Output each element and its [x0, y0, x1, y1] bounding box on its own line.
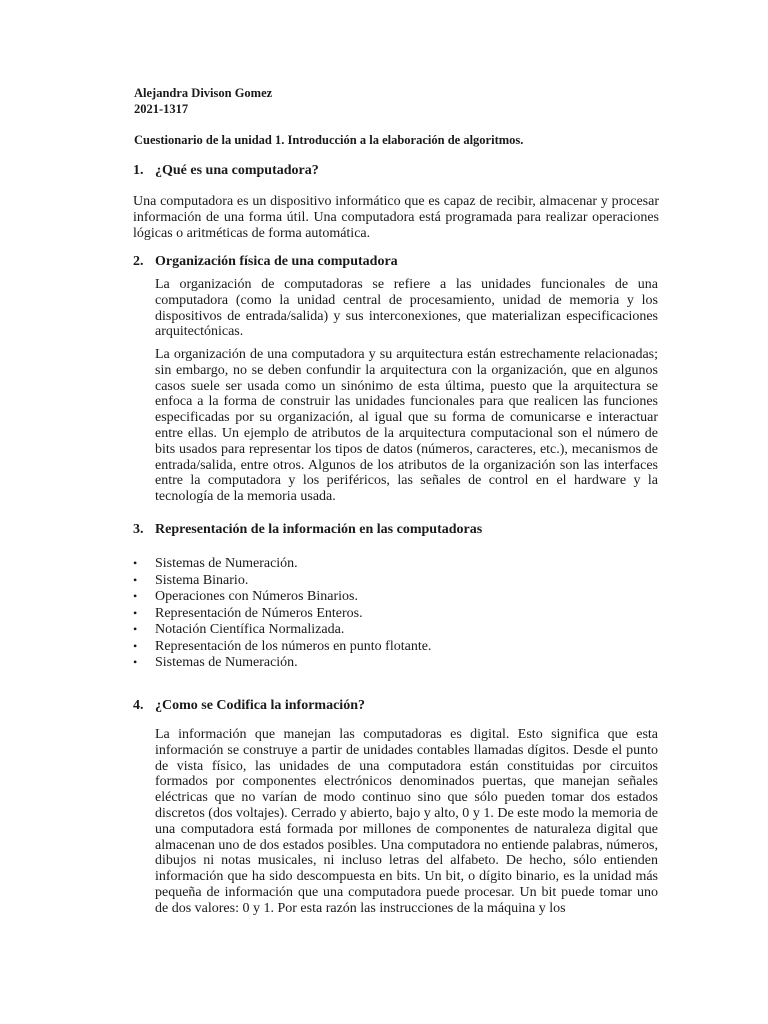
bullet-icon: • [133, 556, 138, 570]
section-title: Organización física de una computadora [155, 254, 398, 269]
section-number: 4. [133, 698, 144, 713]
section-title: ¿Como se Codifica la información? [155, 698, 365, 713]
bullet-icon: • [133, 655, 138, 669]
section-number: 1. [133, 163, 144, 178]
section-4-heading [133, 698, 365, 714]
section-3-heading [133, 522, 482, 538]
bullet-icon: • [133, 638, 138, 653]
section-1-heading [133, 163, 319, 179]
quiz-title: Cuestionario de la unidad 1. Introducción a la elaboración de algoritmos. [134, 133, 524, 147]
list-item: • Representación de Números Enteros. [133, 605, 363, 621]
bullet-icon: • [133, 605, 138, 620]
section-2-heading [133, 254, 398, 270]
bullet-icon: • [133, 622, 138, 636]
list-item: • Sistema Binario. [133, 572, 249, 588]
section-3-bullet-list [133, 555, 431, 671]
bullet-icon: • [133, 572, 138, 587]
list-item: • Operaciones con Números Binarios. [133, 589, 358, 604]
section-title: Representación de la información en las computadoras [155, 522, 483, 537]
author-name: Alejandra Divison Gomez [134, 86, 273, 100]
list-item: • Sistemas de Numeración. [133, 655, 298, 670]
section-number: 3. [133, 522, 144, 537]
section-4-paragraph: La información que manejan las computadoras es digital. Esto significa que esta información se construye a partir de unidades contables llamadas dígitos. Desde el punto de vista físico, las unidades de una computadora están constituidas por circuitos formados por componentes electrónicos denominados puertas, que manejan señales eléctricas que no varían de modo continuo sino que sólo pueden tomar dos estados discretos (dos voltajes). Cerrado y abierto, bajo y alto, 0 y 1. De este modo la memoria de una computadora está formada por millones de componentes de naturaleza digital que almacenan uno de dos estados posibles. Una computadora no entiende palabras, números, dibujos ni notas musicales, ni incluso letras del alfabeto. De hecho, sólo entienden información que ha sido descompuesta en bits. Un bit, o dígito binario, es la unidad más pequeña de información que una computadora puede procesar. Un bit puede tomar uno de dos valores: 0 y 1. Por esta razón las instrucciones de la máquina y los [155, 727, 658, 916]
section-title: ¿Qué es una computadora? [155, 163, 319, 178]
section-2-paragraph-1: La organización de computadoras se refiere a las unidades funcionales de una computadora (como la unidad central de procesamiento, unidad de memoria y los dispositivos de entrada/salida) y sus interconexiones, que materializan especificaciones arquitectónicas. [155, 277, 658, 340]
student-id: 2021-1317 [134, 102, 189, 116]
list-item: • Notación Científica Normalizada. [133, 622, 345, 637]
bullet-icon: • [133, 589, 138, 603]
section-1-paragraph: Una computadora es un dispositivo informático que es capaz de recibir, almacenar y procesar información de una forma útil. Una computadora está programada para realizar operaciones lógicas o aritméticas de forma automática. [133, 194, 659, 241]
section-2-paragraph-2: La organización de una computadora y su arquitectura están estrechamente relacionadas; sin embargo, no se deben confundir la arquitectura con la organización, que en algunos casos suele ser usada como un sinónimo de esta última, puesto que la arquitectura se enfoca a la forma de construir las unidades funcionales para que realicen las funciones especificadas por su organización, al igual que su forma de comunicarse e interactuar entre ellas. Un ejemplo de atributos de la arquitectura computacional son el número de bits usados para representar los tipos de datos (números, caracteres, etc.), mecanismos de entrada/salida, entre otros. Algunos de los atributos de la organización son las interfaces entre la computadora y los periféricos, las señales de control en el hardware y la tecnología de la memoria usada. [155, 347, 658, 505]
list-item: • Representación de los números en punto flotante. [133, 638, 432, 654]
list-item: • Sistemas de Numeración. [133, 556, 298, 571]
section-number: 2. [133, 254, 144, 269]
